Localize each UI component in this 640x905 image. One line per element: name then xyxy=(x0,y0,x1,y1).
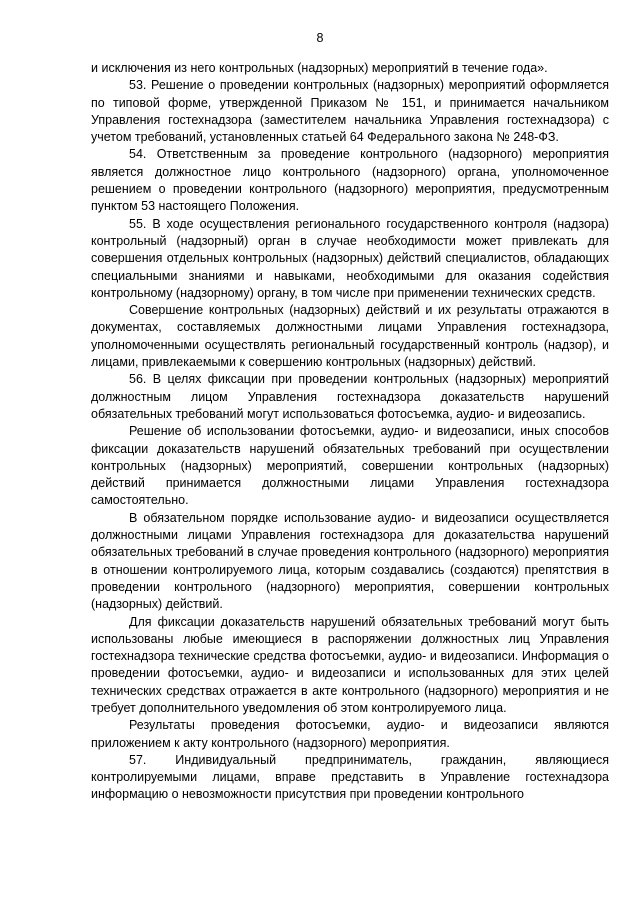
paragraph-55: 55. В ходе осуществления регионального государственного контроля (надзора) контрольный (надзорный) орган в случае необходимости может привлекать для совершения отдельных контрольных (надзорных) действий специалистов, обладающих специальными знаниями и навыками, необходимыми для оказания содействия контрольному (надзорному) органу, в том числе при применении технических средств. xyxy=(91,216,609,300)
paragraph-54: 54. Ответственным за проведение контрольного (надзорного) мероприятия является должностное лицо контрольного (надзорного) органа, уполномоченное решением о проведении контрольного (надзорного) мероприятия, предусмотренным пунктом 53 настоящего Положения. xyxy=(91,147,609,214)
paragraph-53: 53. Решение о проведении контрольных (надзорных) мероприятий оформляется по типовой форме, утвержденной Приказом № 151, и принимается начальником Управления гостехнадзора (заместителем начальника Управления гостехнадзора) с учетом требований, установленных статьей 64 Федерального закона № 248-ФЗ. xyxy=(91,78,609,145)
paragraph-continuation: и исключения из него контрольных (надзорных) мероприятий в течение года». xyxy=(91,61,548,75)
paragraph-56-means: Для фиксации доказательств нарушений обязательных требований могут быть использованы любые имеющиеся в распоряжении должностных лиц Управления гостехнадзора технические средства фотосъемки, аудио- и видеозаписи. Информация о проведении фотосъемки, аудио- и видеозаписи и использованных для этих целей технических средствах отражается в акте контрольного (надзорного) мероприятия и не требует дополнительного уведомления об этом контролируемого лица. xyxy=(91,614,609,715)
paragraph-57: 57. Индивидуальный предприниматель, гражданин, являющиеся контролируемыми лицами, вправе представить в Управление гостехнадзора информацию о невозможности присутствия при проведении контрольного xyxy=(91,752,609,802)
paragraph-56-decision: Решение об использовании фотосъемки, аудио- и видеозаписи, иных способов фиксации доказательств нарушений обязательных требований при осуществлении контрольных (надзорных) мероприятий, совершении контрольных (надзорных) действий принимается должностными лицами Управления гостехнадзора самостоятельно. xyxy=(91,424,609,508)
document-body xyxy=(91,60,609,804)
paragraph-56-mandatory: В обязательном порядке использование аудио- и видеозаписи осуществляется должностными лицами Управления гостехнадзора для доказательства нарушений обязательных требований в случае проведения контрольного (надзорного) мероприятия в отношении контролируемого лица, которым создавались (создаются) препятствия в проведении контрольного (надзорного) мероприятия, совершении контрольных (надзорных) действий. xyxy=(91,510,609,612)
page-number: 8 xyxy=(316,31,324,45)
paragraph-56: 56. В целях фиксации при проведении контрольных (надзорных) мероприятий должностным лицом Управления гостехнадзора доказательств нарушений обязательных требований могут использоваться фотосъемка, аудио- и видеозапись. xyxy=(91,372,609,421)
paragraph-55-results: Совершение контрольных (надзорных) действий и их результаты отражаются в документах, составляемых должностными лицами Управления гостехнадзора, уполномоченными осуществлять региональный государственный контроль (надзор), и лицами, привлекаемыми к совершению контрольных (надзорных) действий. xyxy=(91,303,609,370)
paragraph-56-results: Результаты проведения фотосъемки, аудио- и видеозаписи являются приложением к акту контрольного (надзорного) мероприятия. xyxy=(91,718,609,750)
